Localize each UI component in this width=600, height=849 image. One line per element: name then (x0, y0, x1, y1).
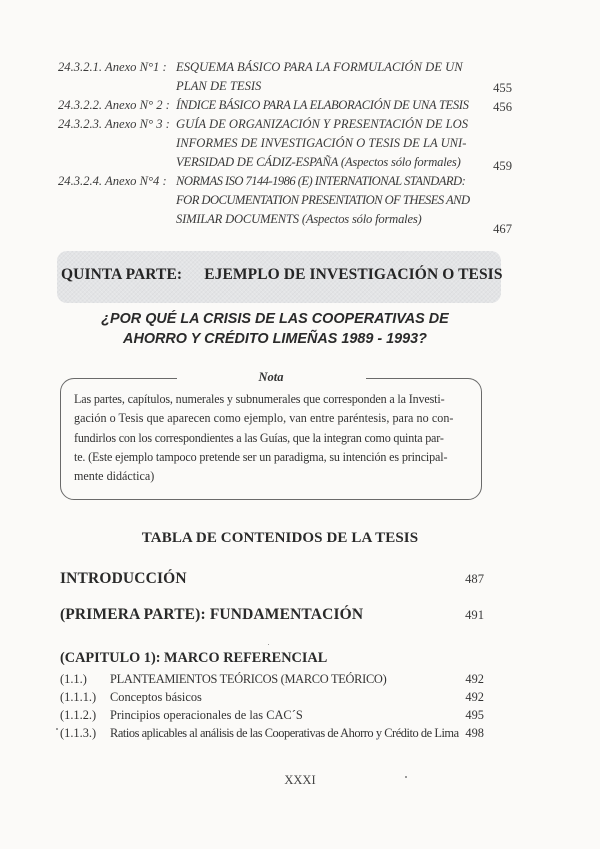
annex-title-line: FOR DOCUMENTATION PRESENTATION OF THESES AND (176, 193, 470, 207)
annex-page: 455 (493, 81, 512, 95)
toc-entry-page: 491 (465, 608, 484, 622)
banner-heading (61, 266, 503, 284)
annex-page: 467 (493, 222, 512, 236)
banner-part-label: QUINTA PARTE: (61, 266, 183, 283)
annex-number: 24.3.2.4. Anexo N°4 : (58, 174, 167, 188)
toc-entry-introduccion (60, 570, 484, 588)
banner-title: EJEMPLO DE INVESTIGACIÓN O TESIS (204, 266, 503, 283)
toc-subsection-page: 492 (465, 690, 484, 704)
annex-title-line: ÍNDICE BÁSICO PARA LA ELABORACIÓN DE UNA TESIS (176, 98, 469, 112)
annex-title-line: VERSIDAD DE CÁDIZ-ESPAÑA (Aspectos sólo formales) (176, 155, 461, 169)
toc-subsection-number: (1.1.2.) (60, 708, 97, 722)
annex-title (176, 96, 476, 115)
annex-number: 24.3.2.3. Anexo N° 3 : (58, 117, 170, 131)
scan-speck (268, 644, 269, 645)
annex-title (176, 172, 476, 229)
toc-subsection-page: 498 (465, 726, 484, 740)
annex-list (58, 58, 520, 236)
research-question (60, 309, 490, 349)
annex-number: 24.3.2.1. Anexo N°1 : (58, 60, 167, 74)
toc-subsection-number: (1.1.) (60, 672, 87, 686)
annex-title (176, 58, 476, 96)
toc-subsection-page: 492 (465, 672, 484, 686)
toc-subsection-page: 495 (465, 708, 484, 722)
note-line: fundirlos con los correspondientes a las Guías, que la integran como quinta par- (74, 430, 444, 445)
annex-title-line: NORMAS ISO 7144-1986 (E) INTERNATIONAL STANDARD: (176, 174, 466, 188)
annex-title (176, 115, 476, 172)
page-number: XXXI (284, 773, 316, 787)
question-line: AHORRO Y CRÉDITO LIMEÑAS 1989 - 1993? (123, 331, 427, 347)
annex-number: 24.3.2.2. Anexo N° 2 : (58, 98, 170, 112)
scan-speck (56, 728, 58, 730)
note-text (74, 390, 472, 486)
annex-row (58, 172, 520, 236)
toc-entry-title: (PRIMERA PARTE): FUNDAMENTACIÓN (60, 606, 364, 623)
question-line: ¿POR QUÉ LA CRISIS DE LAS COOPERATIVAS DE (101, 311, 449, 327)
note-line: te. (Este ejemplo tampoco pretende ser un paradigma, su intención es principal- (74, 449, 448, 464)
note-line: gación o Tesis que aparecen como ejemplo, van entre paréntesis, para no con- (74, 411, 454, 426)
toc-entry-page: 487 (465, 572, 484, 586)
annex-page: 459 (493, 159, 512, 173)
toc-subsection-title: PLANTEAMIENTOS TEÓRICOS (MARCO TEÓRICO) (110, 672, 387, 686)
note-line: mente didáctica) (74, 469, 155, 484)
annex-row (58, 115, 520, 172)
annex-row (58, 96, 520, 115)
annex-title-line: ESQUEMA BÁSICO PARA LA FORMULACIÓN DE UN (176, 60, 463, 74)
toc-subsection-title: Principios operacionales de las CAC´S (110, 708, 303, 722)
toc-subsection-title: Ratios aplicables al análisis de las Cooperativas de Ahorro y Crédito de Lima (110, 726, 459, 740)
annex-page: 456 (493, 100, 512, 114)
note-label-wrap (60, 368, 482, 386)
note-label: Nota (177, 368, 366, 386)
toc-subsection-number: (1.1.3.) (60, 726, 97, 740)
annex-title-line: PLAN DE TESIS (176, 79, 262, 93)
annex-row (58, 58, 520, 96)
annex-title-line: GUÍA DE ORGANIZACIÓN Y PRESENTACIÓN DE LOS (176, 117, 468, 131)
note-line: Las partes, capítulos, numerales y subnumerales que corresponden a la Investi- (74, 392, 445, 406)
annex-title-line: INFORMES DE INVESTIGACIÓN O TESIS DE LA UNI- (176, 136, 467, 150)
toc-subsection-title: Conceptos básicos (110, 690, 202, 704)
toc-entry-title: INTRODUCCIÓN (60, 570, 187, 587)
toc-chapter-heading: (CAPITULO 1): MARCO REFERENCIAL (60, 650, 328, 666)
toc-heading: TABLA DE CONTENIDOS DE LA TESIS (141, 530, 419, 546)
toc-entry-primera-parte (60, 606, 484, 624)
annex-title-line: SIMILAR DOCUMENTS (Aspectos sólo formales) (176, 212, 422, 226)
toc-subsection-number: (1.1.1.) (60, 690, 97, 704)
part-banner (57, 251, 501, 303)
